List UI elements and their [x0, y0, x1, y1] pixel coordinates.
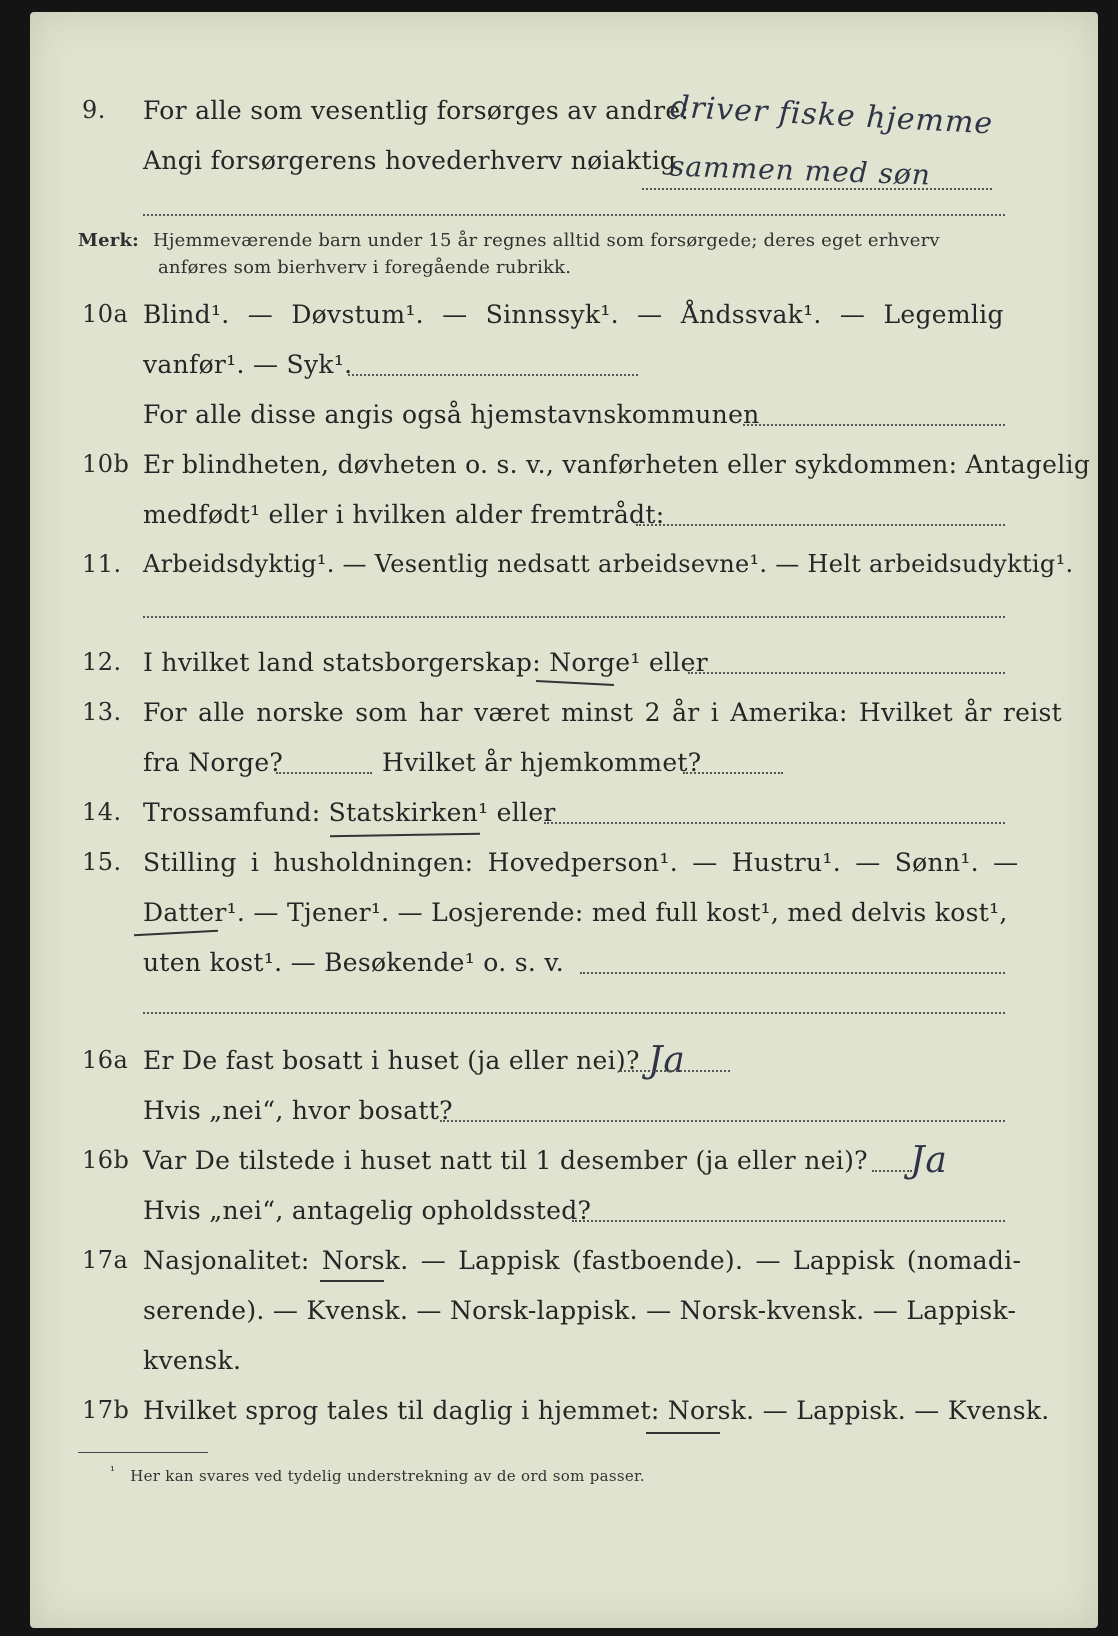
note-label: Merk:: [78, 230, 139, 251]
question-10a-fill-line-2: [743, 424, 1005, 426]
statskirken-underline: [330, 833, 480, 838]
question-9-answer-2: sammen med søn: [669, 149, 932, 192]
norsk-language-underline: [646, 1432, 720, 1434]
separator-line: [143, 1012, 1005, 1014]
question-9-line-2: Angi forsørgerens hovederhverv nøiaktig: [143, 146, 677, 175]
question-13-fill-line-1: [276, 772, 372, 774]
question-11-number: 11.: [82, 550, 122, 578]
question-16b-line-2: Hvis „nei“, antagelig opholdssted?: [143, 1196, 592, 1225]
question-16b-fill-line-2: [572, 1220, 1005, 1222]
question-17b-line-1: Hvilket sprog tales til daglig i hjemmet: Norsk. — Lappisk. — Kvensk.: [143, 1396, 1050, 1425]
question-17a-number: 17a: [82, 1246, 129, 1274]
question-17a-line-3: kvensk.: [143, 1346, 242, 1375]
separator-line: [143, 616, 1005, 618]
question-16b-answer: Ja: [910, 1140, 948, 1181]
footnote: [110, 1464, 645, 1485]
question-12-number: 12.: [82, 648, 122, 676]
question-16a-fill-line-2: [440, 1120, 1005, 1122]
question-13-line-1: For alle norske som har været minst 2 år i Amerika: Hvilket år reist: [143, 698, 1063, 727]
norsk-underline: [320, 1280, 384, 1282]
footnote-text: Her kan svares ved tydelig understrekning av de ord som passer.: [130, 1467, 645, 1485]
question-17a-line-2: serende). — Kvensk. — Norsk-lappisk. — Norsk-kvensk. — Lappisk-: [143, 1296, 1017, 1325]
question-10a-line-1: Blind¹. — Døvstum¹. — Sinnssyk¹. — Åndssvak¹. — Legemlig: [143, 300, 1004, 329]
question-15-number: 15.: [82, 848, 122, 876]
question-16a-fill-line-1: [620, 1070, 730, 1072]
note-text-1: Hjemmeværende barn under 15 år regnes alltid som forsørgede; deres eget erhverv: [152, 230, 940, 251]
question-10b-line-2: medfødt¹ eller i hvilken alder fremtrådt:: [143, 500, 665, 529]
footnote-mark: ¹: [110, 1464, 116, 1478]
datter-underline: [134, 930, 218, 936]
question-10a-fill-line-1: [348, 374, 638, 376]
question-9-fill-line: [642, 188, 992, 190]
question-15-line-2: Datter¹. — Tjener¹. — Losjerende: med full kost¹, med delvis kost¹,: [143, 898, 1008, 927]
question-15-line-3: uten kost¹. — Besøkende¹ o. s. v.: [143, 948, 565, 977]
question-9-number: 9.: [82, 96, 106, 124]
census-form-page: [30, 12, 1098, 1628]
question-13-fill-line-2: [683, 772, 783, 774]
question-12-fill-line: [688, 672, 1005, 674]
question-14-number: 14.: [82, 798, 122, 826]
question-16a-line-1: Er De fast bosatt i huset (ja eller nei)?: [143, 1046, 640, 1075]
question-10a-line-3: For alle disse angis også hjemstavnskommunen: [143, 400, 760, 429]
question-14-fill-line: [544, 822, 1005, 824]
note-line-2: anføres som bierhverv i foregående rubrikk.: [158, 257, 572, 278]
question-16a-answer: Ja: [648, 1040, 686, 1081]
separator-line: [143, 214, 1005, 216]
question-14-line-1: Trossamfund: Statskirken¹ eller: [143, 798, 556, 827]
question-11-line-1: Arbeidsdyktig¹. — Vesentlig nedsatt arbeidsevne¹. — Helt arbeidsudyktig¹.: [143, 550, 1074, 578]
question-10a-line-2: vanfør¹. — Syk¹.: [143, 350, 353, 379]
question-15-line-1: Stilling i husholdningen: Hovedperson¹. — Hustru¹. — Sønn¹. —: [143, 848, 1019, 877]
norge-underline: [536, 680, 614, 686]
question-10a-number: 10a: [82, 300, 129, 328]
question-12-line-1: I hvilket land statsborgerskap: Norge¹ eller: [143, 648, 708, 677]
question-17b-number: 17b: [82, 1396, 130, 1424]
question-9-answer-1: driver fiske hjemme: [669, 89, 995, 142]
question-17a-line-1: Nasjonalitet: Norsk. — Lappisk (fastboende). — Lappisk (nomadi-: [143, 1246, 1022, 1275]
question-16b-number: 16b: [82, 1146, 130, 1174]
question-13-line-2b: Hvilket år hjemkommet?: [382, 748, 702, 777]
question-16a-number: 16a: [82, 1046, 129, 1074]
question-13-number: 13.: [82, 698, 122, 726]
question-16b-line-1: Var De tilstede i huset natt til 1 desember (ja eller nei)?: [143, 1146, 868, 1175]
question-15-fill-line: [580, 972, 1005, 974]
question-10b-line-1: Er blindheten, døvheten o. s. v., vanførheten eller sykdommen: Antagelig: [143, 450, 1091, 479]
footnote-rule: [78, 1452, 208, 1453]
question-16b-fill-line-1: [872, 1170, 912, 1172]
note-line-1: [78, 230, 940, 251]
question-10b-number: 10b: [82, 450, 130, 478]
question-16a-line-2: Hvis „nei“, hvor bosatt?: [143, 1096, 453, 1125]
question-10b-fill-line: [636, 524, 1005, 526]
question-9-line-1: For alle som vesentlig forsørges av andre:: [143, 96, 690, 125]
question-13-line-2a: fra Norge?: [143, 748, 284, 777]
